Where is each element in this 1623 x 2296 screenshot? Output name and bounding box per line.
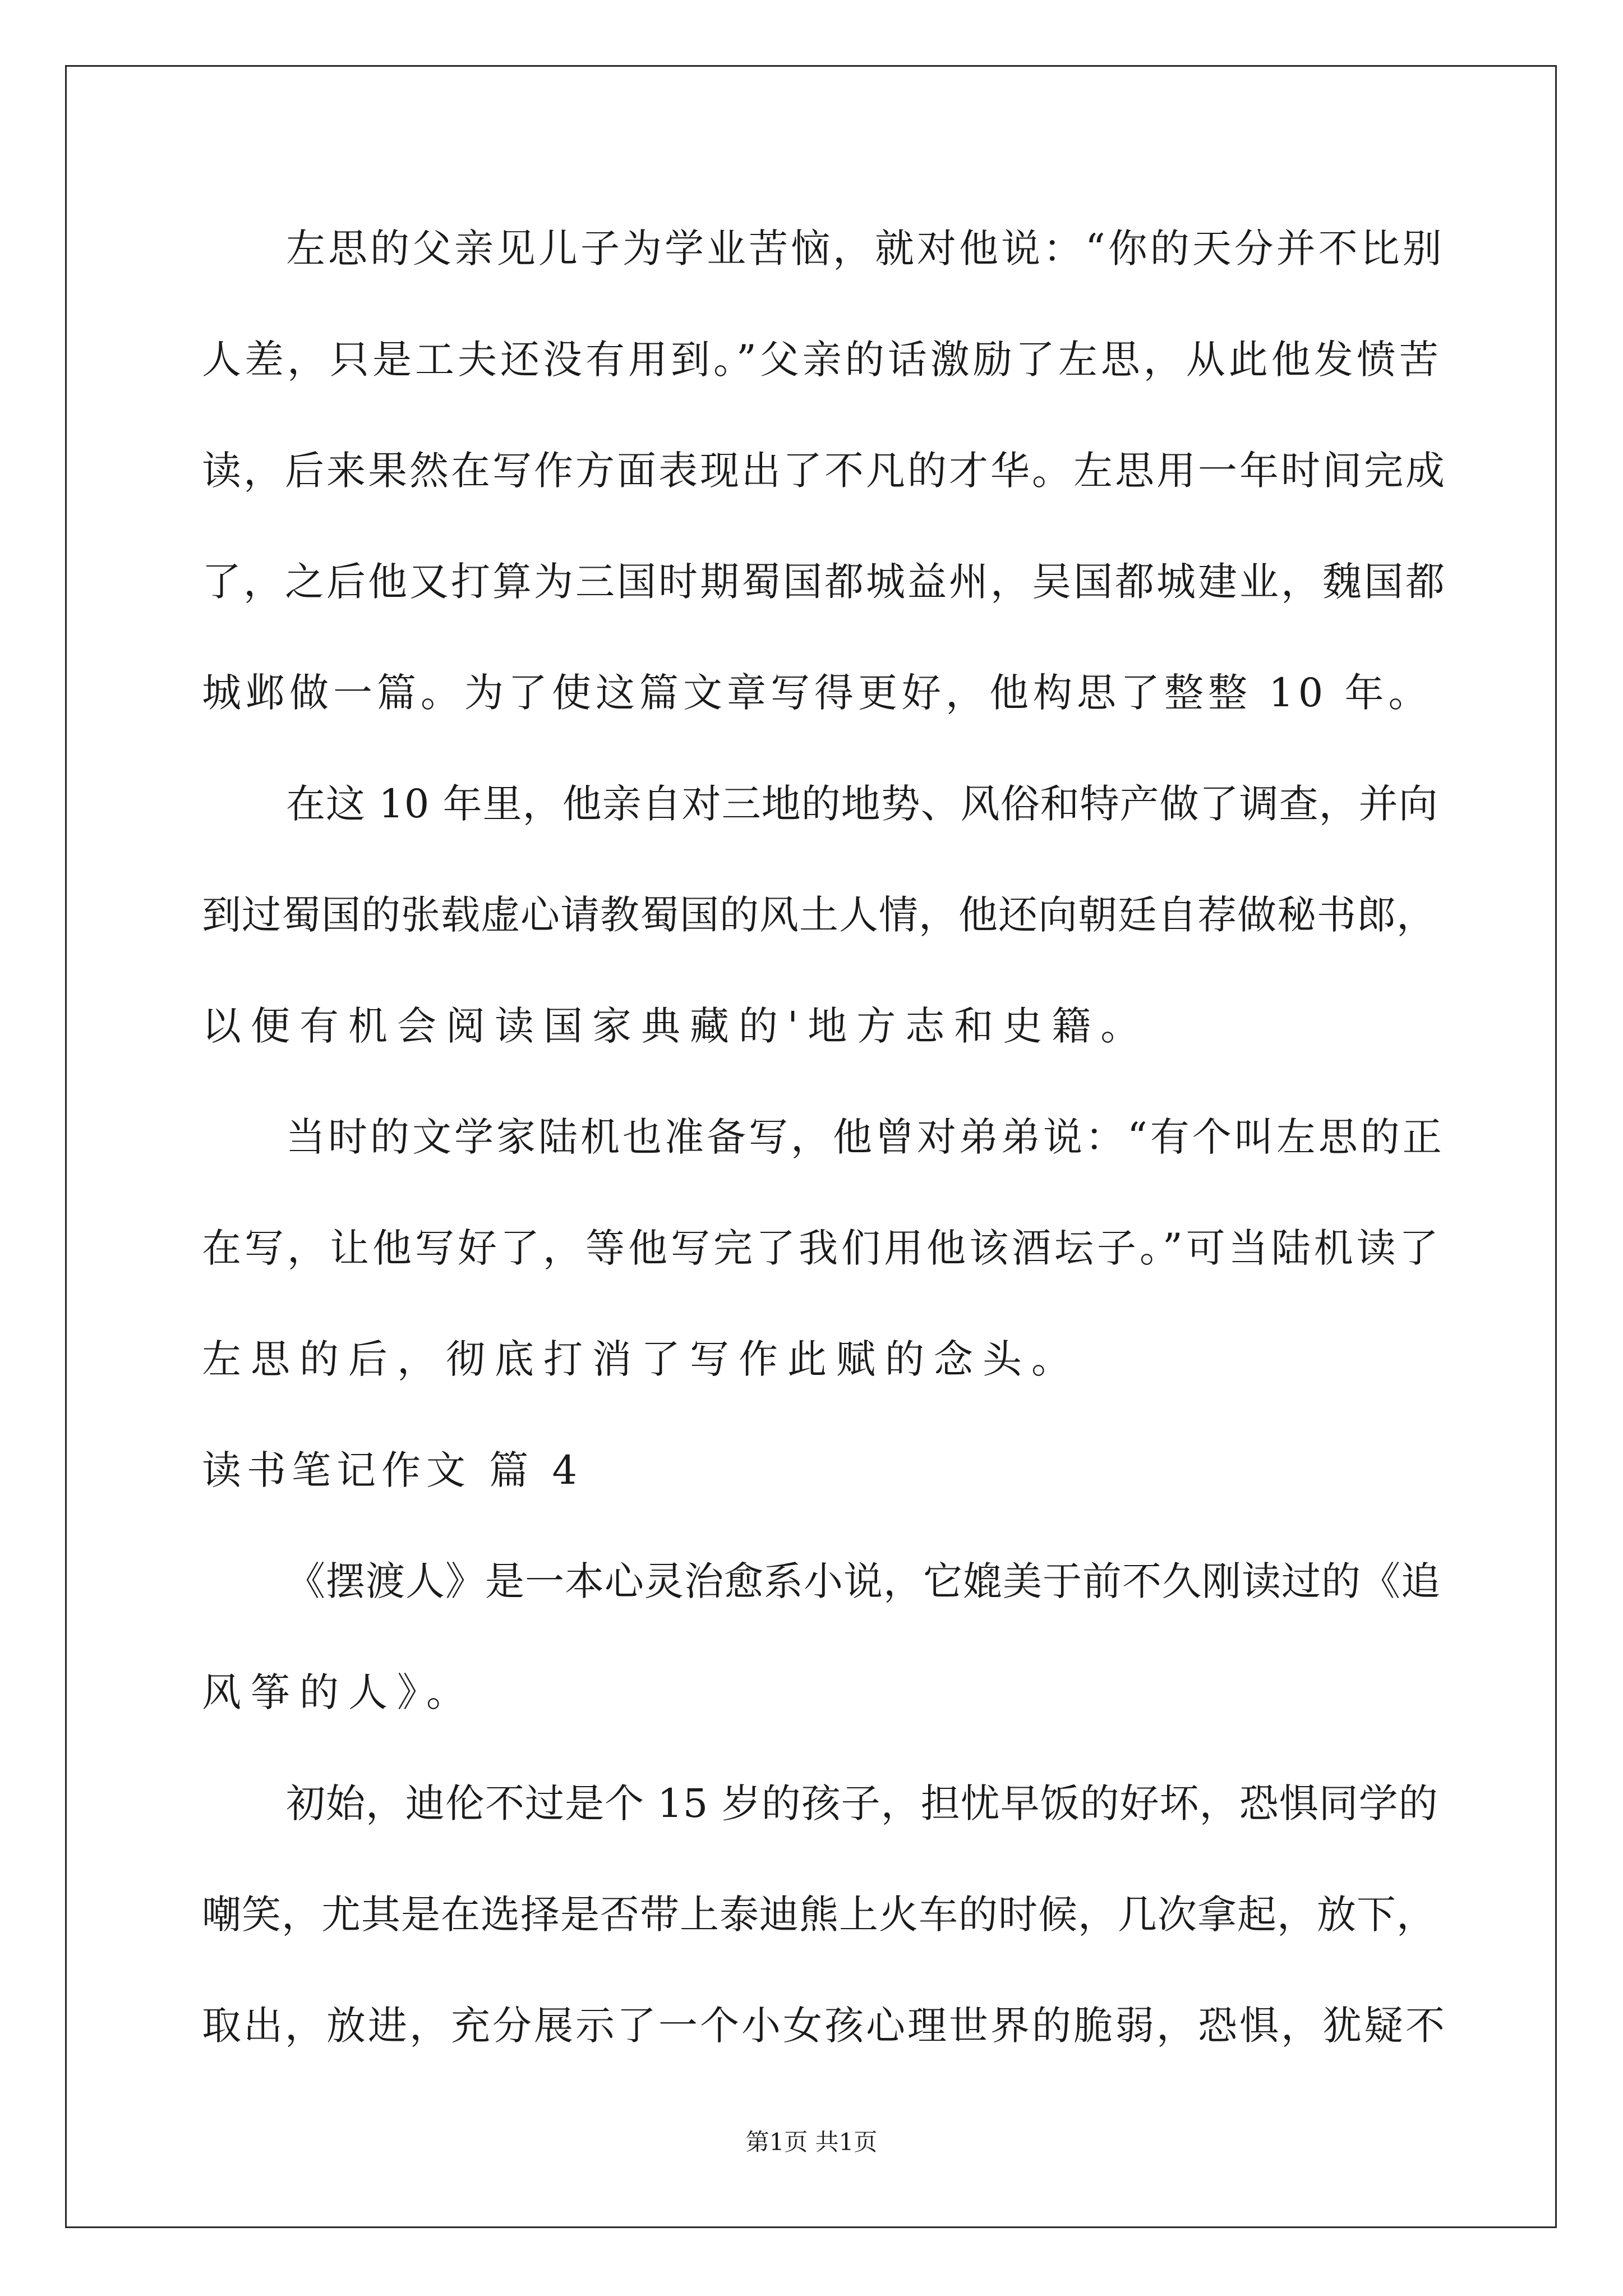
section-heading: 读书笔记作文 篇 4 bbox=[202, 1447, 583, 1493]
paragraph-line: 初始，迪伦不过是个 15 岁的孩子，担忧早饭的好坏，恐惧同学的 bbox=[286, 1780, 1438, 1826]
paragraph-line: 《摆渡人》是一本心灵治愈系小说，它媲美于前不久刚读过的《追 bbox=[286, 1558, 1441, 1604]
paragraph-line: 取出，放进，充分展示了一个小女孩心理世界的脆弱，恐惧，犹疑不 bbox=[202, 2003, 1447, 2049]
paragraph-line: 左思的父亲见儿子为学业苦恼，就对他说：“你的天分并不比别 bbox=[286, 226, 1445, 272]
paragraph-line: 风筝的人》。 bbox=[202, 1669, 475, 1715]
page-number-footer: 第1页 共1页 bbox=[745, 2128, 878, 2156]
paragraph-line: 以便有机会阅读国家典藏的'地方志和史籍。 bbox=[202, 1003, 1150, 1049]
paragraph-line: 到过蜀国的张载虚心请教蜀国的风土人情，他还向朝廷自荐做秘书郎， bbox=[202, 892, 1436, 938]
paragraph-line: 在这 10 年里，他亲自对三地的地势、风俗和特产做了调查，并向 bbox=[286, 781, 1438, 827]
paragraph-line: 嘲笑，尤其是在选择是否带上泰迪熊上火车的时候，几次拿起，放下， bbox=[202, 1892, 1436, 1938]
paragraph-line: 人差，只是工夫还没有用到。”父亲的话激励了左思，从此他发愤苦 bbox=[202, 337, 1442, 383]
paragraph-line: 城邺做一篇。为了使这篇文章写得更好，他构思了整整 10 年。 bbox=[202, 670, 1432, 716]
paragraph-line: 读，后来果然在写作方面表现出了不凡的才华。左思用一年时间完成 bbox=[202, 448, 1447, 494]
paragraph-line: 左思的后，彻底打消了写作此赋的念头。 bbox=[202, 1336, 1080, 1382]
paragraph-line: 在写，让他写好了，等他写完了我们用他该酒坛子。”可当陆机读了 bbox=[202, 1225, 1442, 1271]
paragraph-line: 了，之后他又打算为三国时期蜀国都城益州，吴国都城建业，魏国都 bbox=[202, 559, 1447, 605]
paragraph-line: 当时的文学家陆机也准备写，他曾对弟弟说：“有个叫左思的正 bbox=[286, 1114, 1445, 1160]
